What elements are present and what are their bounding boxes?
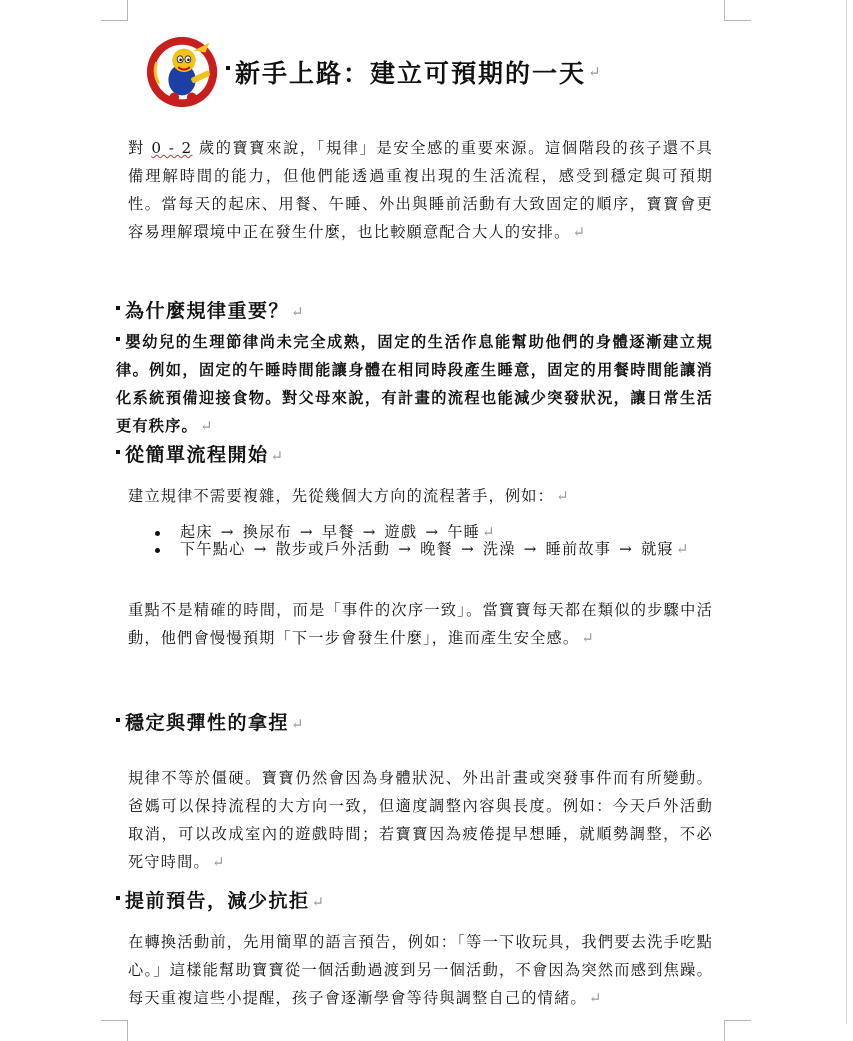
paragraph-mark: ↵ <box>556 487 570 505</box>
arrow: → <box>362 523 377 541</box>
title-row <box>226 52 601 92</box>
paragraph-mark: ↵ <box>482 523 496 541</box>
paragraph-mark: ↵ <box>581 629 596 647</box>
arrow: → <box>619 540 634 558</box>
intro-text-before: 對 <box>128 139 152 157</box>
step: 午睡 <box>447 523 481 541</box>
heading-bullet <box>116 896 120 900</box>
step: 遊戲 <box>384 523 418 541</box>
section-heading-advance-notice <box>116 886 326 913</box>
heading-bullet <box>116 718 120 722</box>
arrow: → <box>253 540 268 558</box>
section-heading-simple-flow <box>116 440 285 467</box>
step: 晚餐 <box>420 540 453 558</box>
crop-mark-top-left <box>101 0 128 21</box>
body-text: 規律不等於僵硬。寶寶仍然會因為身體狀況、外出計畫或突發事件而有所變動。爸媽可以保持流程的大方向一致，但適度調整內容與長度。例如：今天戶外活動取消，可以改成室內的遊戲時間；若寶寶因為疲倦提早想睡，就順勢調整，不必死守時間。 <box>128 769 713 871</box>
step: 早餐 <box>321 523 355 541</box>
crop-mark-bottom-left <box>101 1020 128 1041</box>
section-body-stability-flexibility <box>128 764 713 876</box>
body-text: 在轉換活動前，先用簡單的語言預告，例如：「等一下收玩具，我們要去洗手吃點心。」這樣能幫助寶寶從一個活動過渡到另一個活動，不會因為突然而感到焦躁。每天重複這些小提醒，孩子會逐漸學會等待與調整自己的情緒。 <box>128 933 713 1007</box>
routine-list-item-morning <box>150 524 715 541</box>
step: 就寢 <box>641 540 674 558</box>
section-body-simple-flow <box>128 482 713 510</box>
body-text: 重點不是精確的時間，而是「事件的次序一致」。當寶寶每天都在類似的步驟中活動，他們會慢慢預期「下一步會發生什麼」，進而產生安全感。 <box>128 601 713 647</box>
paragraph-mark: ↵ <box>199 417 214 435</box>
paragraph-mark: ↵ <box>675 540 690 558</box>
body-bullet <box>116 337 120 341</box>
paragraph-mark: ↵ <box>588 989 603 1007</box>
title-bullet <box>226 66 230 70</box>
paragraph-mark: ↵ <box>311 893 326 911</box>
step: 起床 <box>180 523 213 541</box>
step: 下午點心 <box>180 540 246 558</box>
arrow: → <box>523 540 538 558</box>
paragraph-mark: ↵ <box>291 715 306 733</box>
heading-bullet <box>116 306 120 310</box>
arrow: → <box>398 540 413 558</box>
paragraph-mark: ↵ <box>572 223 587 241</box>
section-heading-why-routine <box>116 296 305 323</box>
paragraph-mark: ↵ <box>588 63 601 81</box>
section-body-why-routine <box>116 328 713 440</box>
arrow: → <box>425 523 440 541</box>
heading-text: 提前預告，減少抗拒 <box>125 890 310 912</box>
intro-paragraph <box>128 134 713 246</box>
paragraph-mark: ↵ <box>270 447 285 465</box>
paragraph-mark: ↵ <box>291 303 306 321</box>
step: 睡前故事 <box>545 540 612 558</box>
section-after-simple-flow <box>128 596 713 652</box>
age-range: 0 - 2 <box>151 139 193 157</box>
step: 散步或戶外活動 <box>275 540 391 558</box>
heading-text: 為什麼規律重要？ <box>125 300 290 322</box>
routine-list-item-afternoon <box>150 541 715 558</box>
heading-bullet <box>116 450 120 454</box>
heading-text: 穩定與彈性的拿捏 <box>125 712 290 734</box>
body-text: 建立規律不需要複雜，先從幾個大方向的流程著手，例如： <box>128 487 555 505</box>
crop-mark-bottom-right <box>724 1020 751 1041</box>
body-text: 嬰幼兒的生理節律尚未完全成熟，固定的生活作息能幫助他們的身體逐漸建立規律。例如，固定的午睡時間能讓身體在相同時段產生睡意，固定的用餐時間能讓消化系統預備迎接食物。對父母來說，有計畫的流程也能減少突發狀況，讓日常生活更有秩序。 <box>116 333 713 435</box>
section-body-advance-notice <box>128 928 713 1012</box>
step: 洗澡 <box>482 540 516 558</box>
step: 換尿布 <box>242 523 292 541</box>
section-heading-stability-flexibility <box>116 708 305 735</box>
crop-mark-top-right <box>724 0 751 21</box>
page-right-edge <box>846 0 847 1024</box>
arrow: → <box>299 523 314 541</box>
intro-text-after: 歲的寶寶來說，「規律」是安全感的重要來源。這個階段的孩子還不具備理解時間的能力，但他們能透過重複出現的生活流程，感受到穩定與可預期性。當每天的起床、用餐、午睡、外出與睡前活動有大致固定的順序，寶寶會更容易理解環境中正在發生什麼，也比較願意配合大人的安排。 <box>128 139 713 241</box>
cartoon-mascot-logo-icon <box>145 33 223 111</box>
heading-text: 從簡單流程開始 <box>125 444 269 466</box>
paragraph-mark: ↵ <box>211 853 226 871</box>
page-title: 新手上路：建立可預期的一天 <box>235 59 587 88</box>
arrow: → <box>220 523 235 541</box>
arrow: → <box>460 540 475 558</box>
routine-list <box>150 524 715 558</box>
